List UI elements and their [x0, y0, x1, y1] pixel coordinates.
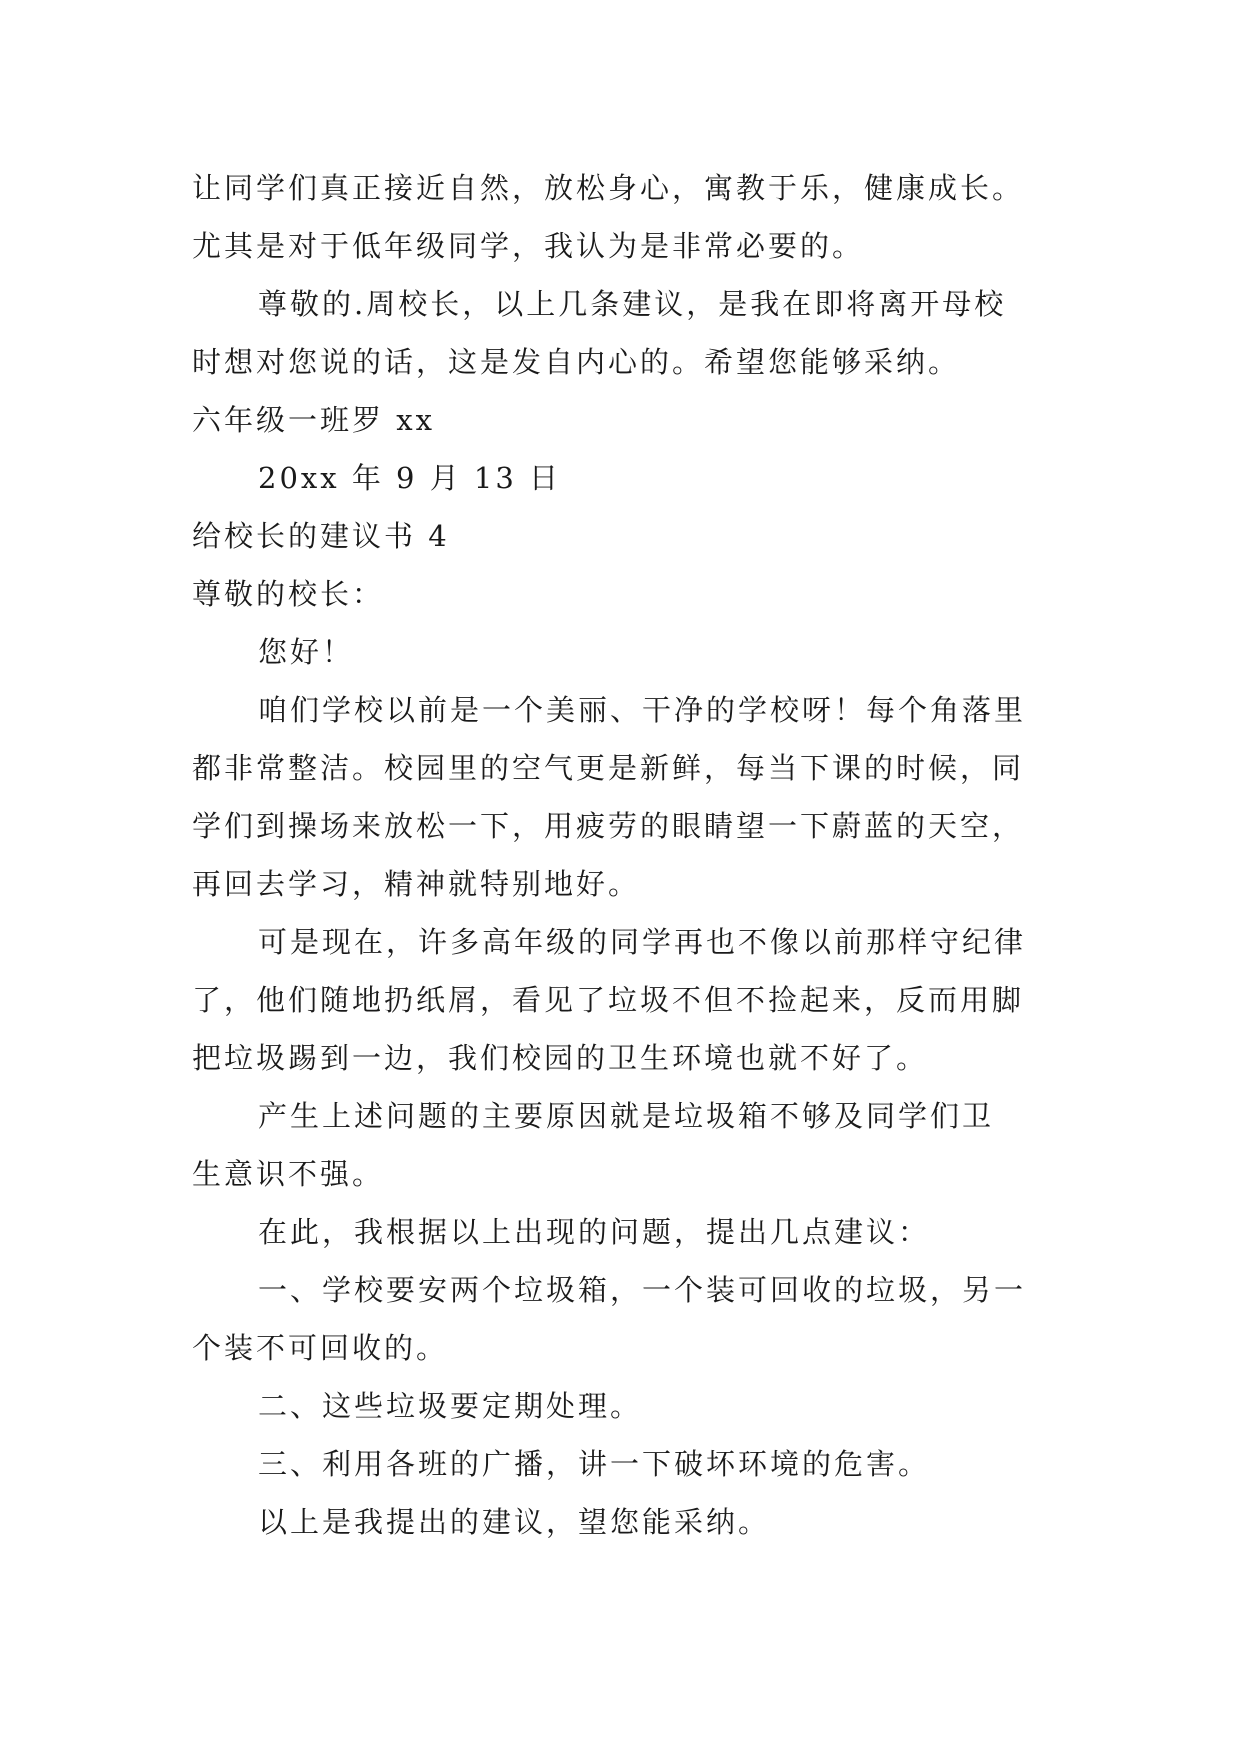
paragraph-line: 产生上述问题的主要原因就是垃圾箱不够及同学们卫: [258, 1099, 995, 1133]
paragraph-line: 咱们学校以前是一个美丽、干净的学校呀！每个角落里: [258, 693, 1027, 727]
paragraph-line: 在此，我根据以上出现的问题，提出几点建议：: [258, 1215, 931, 1249]
body-text-line: 时想对您说的话，这是发自内心的。希望您能够采纳。: [192, 345, 961, 379]
body-text-line: 让同学们真正接近自然，放松身心，寓教于乐，健康成长。: [192, 171, 1025, 205]
body-text-line: 了，他们随地扔纸屑，看见了垃圾不但不捡起来，反而用脚: [192, 983, 1025, 1017]
closing-line: 以上是我提出的建议，望您能采纳。: [258, 1505, 771, 1539]
body-text-line: 把垃圾踢到一边，我们校园的卫生环境也就不好了。: [192, 1041, 929, 1075]
list-item: 二、这些垃圾要定期处理。: [258, 1389, 643, 1423]
list-item: 三、利用各班的广播，讲一下破坏环境的危害。: [258, 1447, 931, 1481]
date-line: 20xx 年 9 月 13 日: [258, 461, 562, 495]
greeting: 您好！: [258, 635, 355, 669]
body-text-line: 个装不可回收的。: [192, 1331, 449, 1365]
signature-line: 六年级一班罗 xx: [192, 403, 435, 437]
paragraph-line: 尊敬的.周校长，以上几条建议，是我在即将离开母校: [258, 287, 1007, 321]
body-text-line: 生意识不强。: [192, 1157, 385, 1191]
section-title: 给校长的建议书 4: [192, 519, 450, 553]
body-text-line: 学们到操场来放松一下，用疲劳的眼睛望一下蔚蓝的天空，: [192, 809, 1025, 843]
body-text-line: 都非常整洁。校园里的空气更是新鲜，每当下课的时候，同: [192, 751, 1025, 785]
list-item: 一、学校要安两个垃圾箱，一个装可回收的垃圾，另一: [258, 1273, 1027, 1307]
paragraph-line: 可是现在，许多高年级的同学再也不像以前那样守纪律: [258, 925, 1027, 959]
body-text-line: 再回去学习，精神就特别地好。: [192, 867, 641, 901]
salutation: 尊敬的校长：: [192, 577, 385, 611]
body-text-line: 尤其是对于低年级同学，我认为是非常必要的。: [192, 229, 865, 263]
